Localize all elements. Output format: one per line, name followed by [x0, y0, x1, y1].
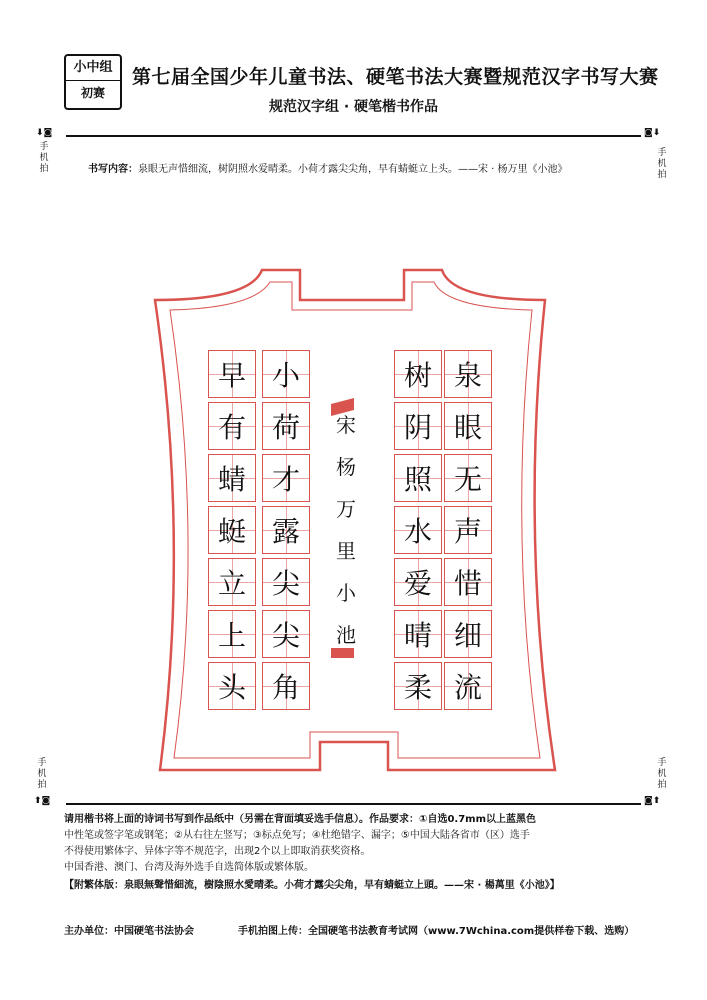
grid-cell: 头: [208, 662, 256, 710]
instructions-line: 不得使用繁体字、异体字等不规范字，出现2个以上即取消获奖资格。: [64, 846, 371, 857]
page-subtitle: 规范汉字组 · 硬笔楷书作品: [268, 99, 439, 115]
grid-cell: 细: [444, 610, 492, 658]
grid-cell: 眼: [444, 402, 492, 450]
author-char: 宋: [336, 413, 356, 437]
camera-icon: ◙⬆: [644, 796, 661, 806]
grid-cell: 尖: [262, 610, 310, 658]
instructions-line: 请用楷书将上面的诗词书写到作品纸中（另需在背面填妥选手信息）。作品要求：①自选0.7mm以上蓝黑色: [64, 814, 537, 825]
author-char: 杨: [336, 455, 356, 479]
grid-cell: 角: [262, 662, 310, 710]
writing-content-label: 书写内容：: [88, 164, 138, 175]
grid-cell: 早: [208, 350, 256, 398]
camera-icon: ⬆◙: [34, 796, 51, 806]
grid-cell: 荷: [262, 402, 310, 450]
grid-cell: 惜: [444, 558, 492, 606]
grid-cell: 晴: [394, 610, 442, 658]
badge-group-label: 小中组: [66, 56, 120, 81]
instructions-line: 中性笔或签字笔或钢笔；②从右往左竖写；③标点免写；④杜绝错字、漏字；⑤中国大陆各省市（区）选手: [64, 830, 530, 841]
grid-cell: 照: [394, 454, 442, 502]
author-char: 万: [336, 497, 356, 521]
grid-cell: 露: [262, 506, 310, 554]
grid-cell: 树: [394, 350, 442, 398]
photo-marker-label: 手机拍: [37, 758, 47, 790]
grid-cell: 流: [444, 662, 492, 710]
instructions-line: 中国香港、澳门、台湾及海外选手自选简体版或繁体版。: [64, 862, 314, 873]
page-title: 第七届全国少年儿童书法、硬笔书法大赛暨规范汉字书写大赛: [132, 66, 659, 88]
camera-icon: ⬇◙: [36, 128, 53, 138]
author-char: 小: [336, 581, 356, 605]
photo-marker-label: 手机拍: [657, 758, 667, 790]
author-char: 里: [336, 539, 356, 563]
grid-cell: 小: [262, 350, 310, 398]
bottom-rule: [66, 803, 641, 805]
grid-cell: 水: [394, 506, 442, 554]
traditional-version: 【附繁体版：泉眼無聲惜細流，樹陰照水愛晴柔。小荷才露尖尖角，早有蜻蜓立上頭。——宋 · 楊萬里《小池》】: [64, 880, 560, 891]
grid-cell: 声: [444, 506, 492, 554]
grid-cell: 泉: [444, 350, 492, 398]
badge-round-label: 初赛: [80, 86, 105, 100]
grid-cell: 蜓: [208, 506, 256, 554]
grid-cell: 无: [444, 454, 492, 502]
grid-cell: 尖: [262, 558, 310, 606]
camera-icon: ◙⬇: [644, 128, 661, 138]
grid-cell: 爱: [394, 558, 442, 606]
photo-marker-label: 手机拍: [657, 148, 667, 180]
upload-info: 手机拍图上传：全国硬笔书法教育考试网（www.7Wchina.com提供样卷下载、选购）: [238, 926, 635, 937]
author-column: [331, 404, 361, 656]
grid-cell: 才: [262, 454, 310, 502]
author-char: 池: [336, 623, 356, 647]
writing-content-text: 泉眼无声惜细流，树阴照水爱晴柔。小荷才露尖尖角，早有蜻蜓立上头。——宋 · 杨万里《小池》: [138, 164, 568, 175]
organizer: 主办单位：中国硬笔书法协会: [64, 926, 194, 937]
grid-cell: 上: [208, 610, 256, 658]
grid-cell: 有: [208, 402, 256, 450]
grid-cell: 立: [208, 558, 256, 606]
grid-cell: 蜻: [208, 454, 256, 502]
grid-cell: 柔: [394, 662, 442, 710]
grid-cell: 阴: [394, 402, 442, 450]
photo-marker-label: 手机拍: [39, 142, 49, 174]
